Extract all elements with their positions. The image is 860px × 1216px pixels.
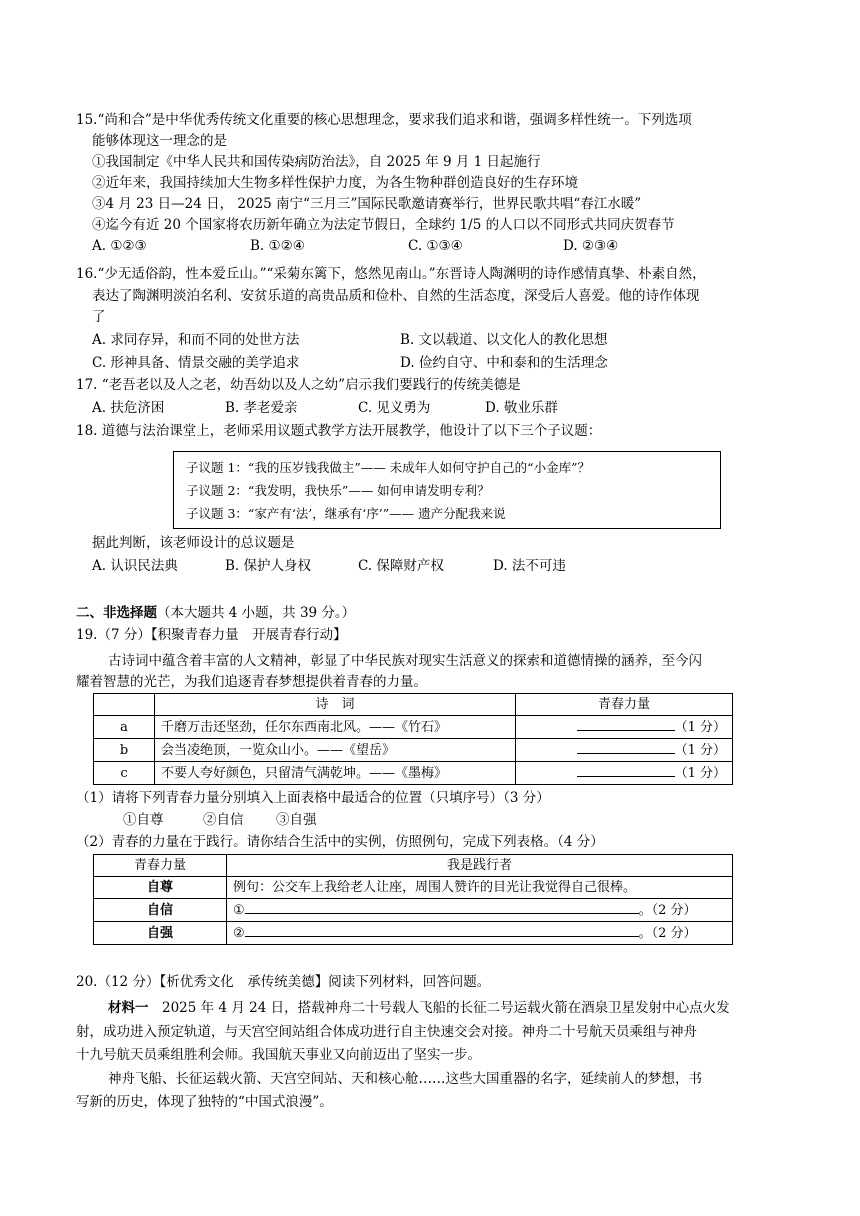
material1-label: 材料一	[108, 1000, 149, 1016]
answer-blank[interactable]	[577, 739, 675, 754]
q19-t1-answer-cell[interactable]	[516, 716, 733, 739]
q19-para-line2: 耀着智慧的光芒，为我们追逐青春梦想提供着青春的力量。	[76, 674, 427, 690]
q20-heading: 20.（12 分）【析优秀文化 承传统美德】阅读下列材料，回答问题。	[76, 974, 491, 990]
q15-stem-line1: 15.“尚和合”是中华优秀传统文化重要的核心思想理念，要求我们追求和谐，强调多样性统一。下列选项	[76, 112, 692, 128]
q19-t1-row-id: c	[94, 762, 155, 785]
q19-t2-header-force: 青春力量	[94, 855, 227, 877]
q17-option-c: C. 见义勇为	[358, 400, 431, 416]
q15-option-a: A. ①②③	[92, 238, 147, 254]
q17-option-d: D. 敬业乐群	[485, 400, 558, 416]
score-label: （1 分）	[674, 720, 726, 735]
q19-poem-table	[93, 693, 733, 785]
q18-option-b: B. 保护人身权	[225, 558, 312, 574]
q19-t2-answer-cell[interactable]	[227, 922, 733, 945]
q19-sub1-opt-3: ③自强	[276, 812, 317, 828]
table-row	[94, 899, 733, 922]
q19-t1-row-poem: 不要人夸好颜色，只留清气满乾坤。——《墨梅》	[155, 762, 516, 785]
q19-sub2: （2）青春的力量在于践行。请你结合生活中的实例，仿照例句，完成下列表格。（4 分）	[76, 834, 604, 850]
q19-t2-header-practice: 我是践行者	[227, 855, 733, 877]
q19-heading: 19.（7 分）【积聚青春力量 开展青春行动】	[76, 627, 347, 643]
q15-item-2: ②近年来，我国持续加大生物多样性保护力度，为各生物种群创造良好的生存环境	[92, 175, 578, 191]
q19-para-line1: 古诗词中蕴含着丰富的人文精神，彰显了中华民族对现实生活意义的探索和道德情操的涵养，至今闪	[108, 653, 702, 669]
q19-sub1: （1）请将下列青春力量分别填入上面表格中最适合的位置（只填序号）（3 分）	[76, 790, 550, 806]
table-row	[94, 922, 733, 945]
answer-blank[interactable]	[245, 899, 639, 914]
q20-material1-line2: 射，成功进入预定轨道，与天宫空间站组合体成功进行自主快速交会对接。神舟二十号航天员乘组与神舟	[76, 1024, 697, 1040]
table-row	[94, 762, 733, 785]
q18-option-a: A. 认识民法典	[92, 558, 178, 574]
q18-subtopic-1: 子议题 1：“我的压岁钱我做主”—— 未成年人如何守护自己的“小金库”？	[186, 460, 590, 475]
answer-blank[interactable]	[577, 762, 675, 777]
q16-option-b: B. 文以载道、以文化人的教化思想	[400, 332, 608, 348]
table-row	[94, 716, 733, 739]
q17-option-b: B. 孝老爱亲	[225, 400, 298, 416]
q15-item-1: ①我国制定《中华人民共和国传染病防治法》，自 2025 年 9 月 1 日起施行	[92, 154, 541, 170]
q15-item-4: ④迄今有近 20 个国家将农历新年确立为法定节假日，全球约 1/5 的人口以不同形式共同庆贺春节	[92, 217, 675, 233]
score-label: （1 分）	[674, 766, 726, 781]
q16-option-a: A. 求同存异，和而不同的处世方法	[92, 332, 300, 348]
q19-t1-row-id: a	[94, 716, 155, 739]
q15-option-c: C. ①③④	[408, 238, 463, 254]
q20-material1-line3: 十九号航天员乘组胜利会师。我国航天事业又向前迈出了坚实一步。	[76, 1047, 481, 1063]
q15-option-b: B. ①②④	[250, 238, 305, 254]
q19-t1-row-id: b	[94, 739, 155, 762]
q17-option-a: A. 扶危济困	[92, 400, 165, 416]
q18-after: 据此判断，该老师设计的总议题是	[92, 535, 295, 551]
q18-subtopic-box	[173, 451, 721, 529]
q16-option-c: C. 形神具备、情景交融的美学追求	[92, 355, 300, 371]
q19-t2-example: 例句：公交车上我给老人让座，周围人赞许的目光让我觉得自己很棒。	[227, 877, 733, 899]
q18-stem: 18. 道德与法治课堂上，老师采用议题式教学方法开展教学，他设计了以下三个子议题：	[76, 423, 602, 439]
q19-t1-row-poem: 会当凌绝顶，一览众山小。——《望岳》	[155, 739, 516, 762]
q19-t2-force: 自尊	[94, 877, 227, 899]
q16-stem-line2: 表达了陶渊明淡泊名利、安贫乐道的高贵品质和俭朴、自然的生活态度，深受后人喜爱。他的诗作体现	[92, 288, 700, 304]
q19-t2-answer-cell[interactable]	[227, 899, 733, 922]
q19-t2-force: 自信	[94, 899, 227, 922]
q15-stem-line2: 能够体现这一理念的是	[92, 133, 227, 149]
q15-item-3: ③4 月 23 日—24 日， 2025 南宁“三月三”国际民歌邀请赛举行，世界民歌共唱“春江水暖”	[92, 196, 642, 212]
table-row	[94, 739, 733, 762]
score-label: 。（2 分）	[638, 926, 697, 941]
q19-t1-header-blank	[94, 694, 155, 716]
q16-stem-line3: 了	[92, 309, 106, 325]
section2-heading	[76, 603, 355, 623]
score-label: （1 分）	[674, 743, 726, 758]
q18-option-c: C. 保障财产权	[358, 558, 444, 574]
q20-material1-line1	[108, 998, 730, 1018]
q20-material1-line4: 神舟飞船、长征运载火箭、天宫空间站、天和核心舱……这些大国重器的名字，延续前人的梦想，书	[108, 1071, 702, 1087]
table-row	[94, 877, 733, 899]
q19-t1-answer-cell[interactable]	[516, 762, 733, 785]
q19-t1-row-poem: 千磨万击还坚劲，任尔东西南北风。——《竹石》	[155, 716, 516, 739]
answer-marker: ①	[233, 903, 245, 918]
answer-blank[interactable]	[245, 922, 639, 937]
q16-option-d: D. 俭约自守、中和泰和的生活理念	[400, 355, 608, 371]
section2-title: 二、非选择题	[76, 605, 157, 621]
q19-sub1-opt-1: ①自尊	[123, 812, 164, 828]
q19-t1-answer-cell[interactable]	[516, 739, 733, 762]
material1-text: 2025 年 4 月 24 日，搭载神舟二十号载人飞船的长征二号运载火箭在酒泉卫星发射中心点火发	[148, 1000, 730, 1016]
q16-stem-line1: 16.“少无适俗韵，性本爱丘山。”“采菊东篱下，悠然见南山。”东晋诗人陶渊明的诗作感情真挚、朴素自然，	[76, 266, 706, 282]
q19-t1-header-poem: 诗 词	[155, 694, 516, 716]
q20-material1-line5: 写新的历史，体现了独特的“中国式浪漫”。	[76, 1094, 333, 1110]
q19-t2-force: 自强	[94, 922, 227, 945]
answer-marker: ②	[233, 926, 245, 941]
q15-option-d: D. ②③④	[563, 238, 619, 254]
q19-sub1-opt-2: ②自信	[203, 812, 244, 828]
answer-blank[interactable]	[577, 716, 675, 731]
q19-practice-table	[93, 854, 733, 945]
q17-stem: 17. “老吾老以及人之老，幼吾幼以及人之幼”启示我们要践行的传统美德是	[76, 377, 521, 393]
q18-subtopic-3: 子议题 3：“家产有‘法’，继承有‘序’”—— 遗产分配我来说	[186, 506, 506, 521]
q18-subtopic-2: 子议题 2：“我发明，我快乐”—— 如何申请发明专利？	[186, 483, 490, 498]
section2-note: （本大题共 4 小题，共 39 分。）	[157, 605, 356, 621]
q19-t1-header-force: 青春力量	[516, 694, 733, 716]
score-label: 。（2 分）	[638, 903, 697, 918]
q18-option-d: D. 法不可违	[493, 558, 566, 574]
